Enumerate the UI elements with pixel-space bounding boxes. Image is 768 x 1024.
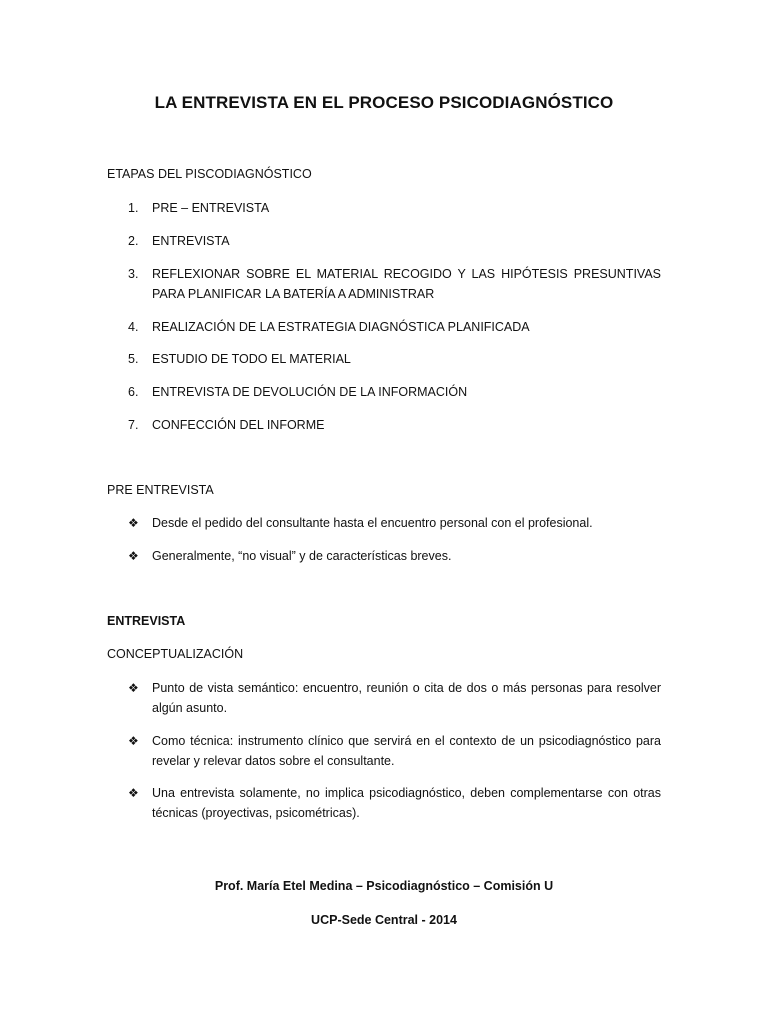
list-item xyxy=(128,264,661,304)
list-text: PRE – ENTREVISTA xyxy=(152,201,270,215)
bullet-item xyxy=(128,547,661,567)
diamond-bullet-icon: ❖ xyxy=(128,786,139,800)
list-item xyxy=(128,231,661,251)
document-title: LA ENTREVISTA EN EL PROCESO PSICODIAGNÓSTICO xyxy=(154,93,614,112)
bullet-item xyxy=(128,514,661,534)
list-number: 1. xyxy=(128,201,139,215)
bullet-item xyxy=(128,732,661,771)
section-heading-etapas: ETAPAS DEL PISCODIAGNÓSTICO xyxy=(107,167,312,181)
diamond-bullet-icon: ❖ xyxy=(128,734,139,748)
bullet-text: Como técnica: instrumento clínico que servirá en el contexto de un psicodiagnóstico para revelar y relevar datos sobre el consultante. xyxy=(152,734,661,768)
list-number: 6. xyxy=(128,385,139,399)
bullet-text: Una entrevista solamente, no implica psicodiagnóstico, deben complementarse con otras técnicas (proyectivas, psicométricas). xyxy=(152,786,661,820)
list-text: ENTREVISTA xyxy=(152,234,230,248)
diamond-bullet-icon: ❖ xyxy=(128,681,139,695)
bullet-text: Punto de vista semántico: encuentro, reunión o cita de dos o más personas para resolver algún asunto. xyxy=(152,681,661,715)
list-item xyxy=(128,382,661,402)
bullet-item xyxy=(128,679,661,718)
list-item xyxy=(128,198,661,218)
footer-place: UCP-Sede Central - 2014 xyxy=(311,913,457,927)
section-heading-pre-entrevista: PRE ENTREVISTA xyxy=(107,483,214,497)
section-heading-entrevista: ENTREVISTA xyxy=(107,614,186,628)
list-number: 4. xyxy=(128,320,139,334)
list-item xyxy=(128,317,661,337)
list-text: REALIZACIÓN DE LA ESTRATEGIA DIAGNÓSTICA PLANIFICADA xyxy=(152,320,530,334)
section-subheading-conceptualizacion: CONCEPTUALIZACIÓN xyxy=(107,647,244,661)
list-item xyxy=(128,349,661,369)
list-number: 5. xyxy=(128,352,139,366)
bullet-item xyxy=(128,784,661,823)
list-text: ENTREVISTA DE DEVOLUCIÓN DE LA INFORMACIÓN xyxy=(152,385,468,399)
list-text: REFLEXIONAR SOBRE EL MATERIAL RECOGIDO Y LAS HIPÓTESIS PRESUNTIVAS PARA PLANIFICAR LA BATERÍA A ADMINISTRAR xyxy=(152,267,661,301)
list-item xyxy=(128,415,661,435)
bullet-text: Desde el pedido del consultante hasta el encuentro personal con el profesional. xyxy=(152,516,593,530)
list-number: 7. xyxy=(128,418,139,432)
diamond-bullet-icon: ❖ xyxy=(128,516,139,530)
list-text: ESTUDIO DE TODO EL MATERIAL xyxy=(152,352,351,366)
list-number: 2. xyxy=(128,234,139,248)
list-number: 3. xyxy=(128,267,139,281)
bullet-text: Generalmente, “no visual” y de características breves. xyxy=(152,549,452,563)
list-text: CONFECCIÓN DEL INFORME xyxy=(152,418,325,432)
footer-author: Prof. María Etel Medina – Psicodiagnóstico – Comisión U xyxy=(214,879,554,893)
diamond-bullet-icon: ❖ xyxy=(128,549,139,563)
